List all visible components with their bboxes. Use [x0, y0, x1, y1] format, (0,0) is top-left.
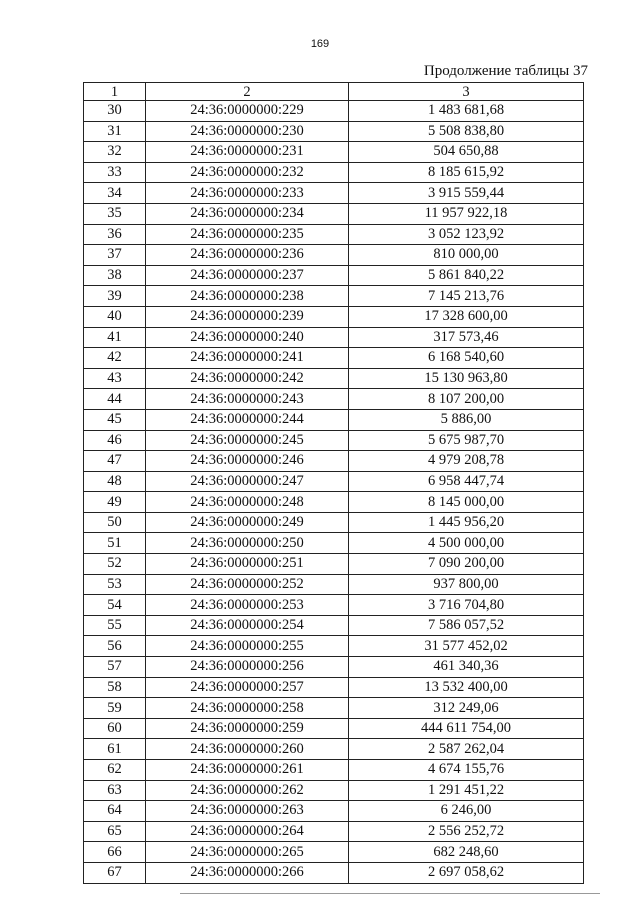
value-cell: 6 246,00 [349, 801, 584, 822]
row-number-cell: 56 [84, 636, 146, 657]
cadastral-number-cell: 24:36:0000000:266 [146, 862, 349, 883]
table-row [84, 512, 584, 533]
table-row [84, 821, 584, 842]
cadastral-number-cell: 24:36:0000000:246 [146, 451, 349, 472]
value-cell: 6 168 540,60 [349, 348, 584, 369]
value-cell: 7 090 200,00 [349, 554, 584, 575]
table-row [84, 430, 584, 451]
cadastral-number-cell: 24:36:0000000:256 [146, 657, 349, 678]
value-cell: 312 249,06 [349, 698, 584, 719]
table-row [84, 162, 584, 183]
row-number-cell: 64 [84, 801, 146, 822]
table-row [84, 574, 584, 595]
row-number-cell: 54 [84, 595, 146, 616]
cadastral-number-cell: 24:36:0000000:254 [146, 615, 349, 636]
value-cell: 31 577 452,02 [349, 636, 584, 657]
table-body [84, 101, 584, 884]
row-number-cell: 51 [84, 533, 146, 554]
row-number-cell: 33 [84, 162, 146, 183]
value-cell: 461 340,36 [349, 657, 584, 678]
cadastral-number-cell: 24:36:0000000:247 [146, 471, 349, 492]
row-number-cell: 48 [84, 471, 146, 492]
table-row [84, 471, 584, 492]
cadastral-number-cell: 24:36:0000000:230 [146, 121, 349, 142]
table-row [84, 286, 584, 307]
table-row [84, 554, 584, 575]
table-row [84, 739, 584, 760]
cadastral-number-cell: 24:36:0000000:237 [146, 265, 349, 286]
table-row [84, 409, 584, 430]
value-cell: 444 611 754,00 [349, 718, 584, 739]
cadastral-number-cell: 24:36:0000000:241 [146, 348, 349, 369]
page-number: 169 [310, 38, 330, 50]
row-number-cell: 59 [84, 698, 146, 719]
cadastral-number-cell: 24:36:0000000:261 [146, 760, 349, 781]
table-row [84, 101, 584, 122]
value-cell: 5 861 840,22 [349, 265, 584, 286]
table-row [84, 760, 584, 781]
cadastral-number-cell: 24:36:0000000:240 [146, 327, 349, 348]
row-number-cell: 49 [84, 492, 146, 513]
value-cell: 504 650,88 [349, 142, 584, 163]
cadastral-number-cell: 24:36:0000000:245 [146, 430, 349, 451]
table-row [84, 595, 584, 616]
table-caption: Продолжение таблицы 37 [423, 63, 588, 79]
value-cell: 8 145 000,00 [349, 492, 584, 513]
table-row [84, 636, 584, 657]
table-row [84, 677, 584, 698]
table-row [84, 183, 584, 204]
cadastral-number-cell: 24:36:0000000:265 [146, 842, 349, 863]
row-number-cell: 50 [84, 512, 146, 533]
cadastral-number-cell: 24:36:0000000:232 [146, 162, 349, 183]
cadastral-number-cell: 24:36:0000000:233 [146, 183, 349, 204]
row-number-cell: 46 [84, 430, 146, 451]
cadastral-number-cell: 24:36:0000000:262 [146, 780, 349, 801]
cadastral-number-cell: 24:36:0000000:251 [146, 554, 349, 575]
row-number-cell: 32 [84, 142, 146, 163]
cadastral-number-cell: 24:36:0000000:231 [146, 142, 349, 163]
row-number-cell: 36 [84, 224, 146, 245]
table-row [84, 615, 584, 636]
table-row [84, 718, 584, 739]
row-number-cell: 37 [84, 245, 146, 266]
row-number-cell: 34 [84, 183, 146, 204]
value-cell: 937 800,00 [349, 574, 584, 595]
row-number-cell: 42 [84, 348, 146, 369]
row-number-cell: 40 [84, 306, 146, 327]
row-number-cell: 57 [84, 657, 146, 678]
value-cell: 2 556 252,72 [349, 821, 584, 842]
value-cell: 5 508 838,80 [349, 121, 584, 142]
row-number-cell: 62 [84, 760, 146, 781]
cadastral-number-cell: 24:36:0000000:255 [146, 636, 349, 657]
table-row [84, 842, 584, 863]
row-number-cell: 35 [84, 203, 146, 224]
value-cell: 4 674 155,76 [349, 760, 584, 781]
column-header-3: 3 [349, 83, 584, 101]
row-number-cell: 67 [84, 862, 146, 883]
row-number-cell: 60 [84, 718, 146, 739]
cadastral-number-cell: 24:36:0000000:243 [146, 389, 349, 410]
table-row [84, 245, 584, 266]
value-cell: 317 573,46 [349, 327, 584, 348]
value-cell: 7 586 057,52 [349, 615, 584, 636]
table-row [84, 657, 584, 678]
row-number-cell: 39 [84, 286, 146, 307]
value-cell: 4 979 208,78 [349, 451, 584, 472]
table-row [84, 265, 584, 286]
row-number-cell: 66 [84, 842, 146, 863]
value-cell: 2 587 262,04 [349, 739, 584, 760]
table-row [84, 121, 584, 142]
row-number-cell: 53 [84, 574, 146, 595]
cadastral-number-cell: 24:36:0000000:236 [146, 245, 349, 266]
table-header-row [84, 83, 584, 101]
table-row [84, 224, 584, 245]
value-cell: 5 675 987,70 [349, 430, 584, 451]
cadastral-number-cell: 24:36:0000000:235 [146, 224, 349, 245]
row-number-cell: 61 [84, 739, 146, 760]
value-cell: 4 500 000,00 [349, 533, 584, 554]
data-table [83, 82, 584, 884]
row-number-cell: 47 [84, 451, 146, 472]
column-header-1: 1 [84, 83, 146, 101]
value-cell: 6 958 447,74 [349, 471, 584, 492]
value-cell: 17 328 600,00 [349, 306, 584, 327]
row-number-cell: 58 [84, 677, 146, 698]
table-row [84, 862, 584, 883]
table-row [84, 368, 584, 389]
table-row [84, 306, 584, 327]
table-row [84, 451, 584, 472]
value-cell: 13 532 400,00 [349, 677, 584, 698]
value-cell: 2 697 058,62 [349, 862, 584, 883]
row-number-cell: 44 [84, 389, 146, 410]
bottom-rule [180, 893, 600, 894]
table-row [84, 533, 584, 554]
cadastral-number-cell: 24:36:0000000:244 [146, 409, 349, 430]
table-row [84, 389, 584, 410]
row-number-cell: 43 [84, 368, 146, 389]
row-number-cell: 31 [84, 121, 146, 142]
row-number-cell: 55 [84, 615, 146, 636]
table-row [84, 348, 584, 369]
table-row [84, 801, 584, 822]
value-cell: 682 248,60 [349, 842, 584, 863]
cadastral-number-cell: 24:36:0000000:239 [146, 306, 349, 327]
cadastral-number-cell: 24:36:0000000:257 [146, 677, 349, 698]
row-number-cell: 41 [84, 327, 146, 348]
row-number-cell: 63 [84, 780, 146, 801]
cadastral-number-cell: 24:36:0000000:263 [146, 801, 349, 822]
cadastral-number-cell: 24:36:0000000:253 [146, 595, 349, 616]
value-cell: 8 185 615,92 [349, 162, 584, 183]
cadastral-number-cell: 24:36:0000000:259 [146, 718, 349, 739]
table-row [84, 698, 584, 719]
cadastral-number-cell: 24:36:0000000:250 [146, 533, 349, 554]
cadastral-number-cell: 24:36:0000000:249 [146, 512, 349, 533]
value-cell: 7 145 213,76 [349, 286, 584, 307]
table-row [84, 492, 584, 513]
value-cell: 11 957 922,18 [349, 203, 584, 224]
value-cell: 1 291 451,22 [349, 780, 584, 801]
cadastral-number-cell: 24:36:0000000:238 [146, 286, 349, 307]
row-number-cell: 52 [84, 554, 146, 575]
row-number-cell: 65 [84, 821, 146, 842]
value-cell: 3 716 704,80 [349, 595, 584, 616]
cadastral-number-cell: 24:36:0000000:234 [146, 203, 349, 224]
value-cell: 8 107 200,00 [349, 389, 584, 410]
cadastral-number-cell: 24:36:0000000:260 [146, 739, 349, 760]
cadastral-number-cell: 24:36:0000000:258 [146, 698, 349, 719]
cadastral-number-cell: 24:36:0000000:229 [146, 101, 349, 122]
value-cell: 5 886,00 [349, 409, 584, 430]
cadastral-number-cell: 24:36:0000000:264 [146, 821, 349, 842]
row-number-cell: 30 [84, 101, 146, 122]
cadastral-number-cell: 24:36:0000000:242 [146, 368, 349, 389]
value-cell: 3 052 123,92 [349, 224, 584, 245]
row-number-cell: 38 [84, 265, 146, 286]
column-header-2: 2 [146, 83, 349, 101]
value-cell: 15 130 963,80 [349, 368, 584, 389]
value-cell: 3 915 559,44 [349, 183, 584, 204]
table-row [84, 203, 584, 224]
cadastral-number-cell: 24:36:0000000:252 [146, 574, 349, 595]
table-row [84, 780, 584, 801]
value-cell: 1 445 956,20 [349, 512, 584, 533]
table-row [84, 142, 584, 163]
row-number-cell: 45 [84, 409, 146, 430]
cadastral-number-cell: 24:36:0000000:248 [146, 492, 349, 513]
table-row [84, 327, 584, 348]
value-cell: 1 483 681,68 [349, 101, 584, 122]
value-cell: 810 000,00 [349, 245, 584, 266]
